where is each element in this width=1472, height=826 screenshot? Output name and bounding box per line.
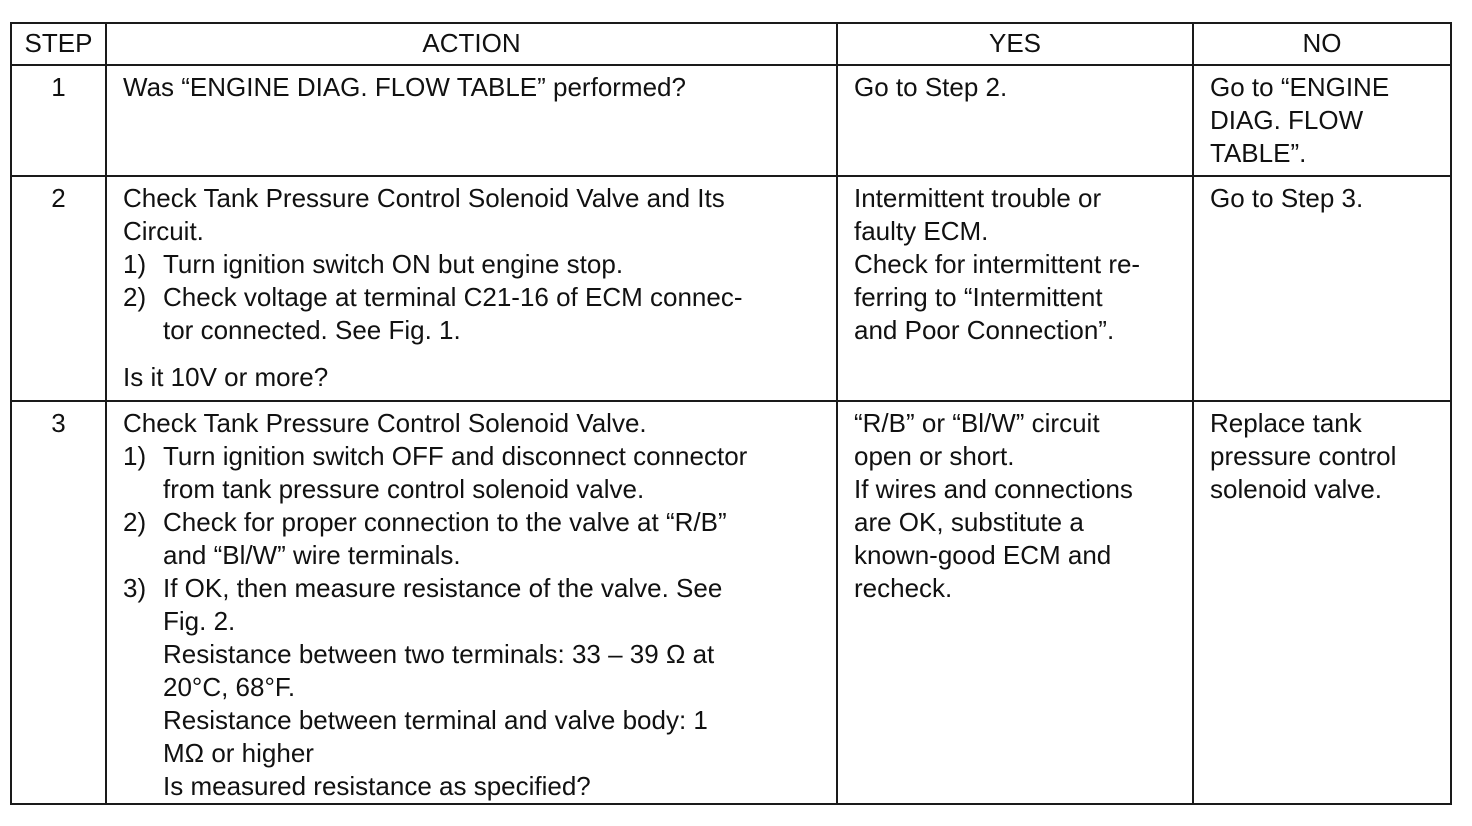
action-cell bbox=[106, 176, 837, 401]
yes-text: and Poor Connection”. bbox=[854, 315, 1115, 345]
action-step-item bbox=[123, 506, 826, 572]
item-text: Check voltage at terminal C21-16 of ECM connec- bbox=[163, 282, 743, 312]
no-cell bbox=[1193, 176, 1451, 401]
action-step-item bbox=[123, 248, 826, 281]
step-number: 3 bbox=[11, 401, 106, 804]
item-number: 2) bbox=[123, 282, 147, 312]
no-cell bbox=[1193, 401, 1451, 804]
action-step-item bbox=[123, 440, 826, 506]
no-text: DIAG. FLOW bbox=[1210, 105, 1364, 135]
table-row bbox=[11, 176, 1451, 401]
no-text: TABLE”. bbox=[1210, 138, 1307, 168]
item-text: If OK, then measure resistance of the valve. See bbox=[163, 573, 723, 603]
yes-cell bbox=[837, 401, 1193, 804]
item-text: and “Bl/W” wire terminals. bbox=[163, 540, 461, 570]
item-text: from tank pressure control solenoid valve. bbox=[163, 474, 645, 504]
no-text: Replace tank bbox=[1210, 408, 1362, 438]
action-cell bbox=[106, 65, 837, 176]
diagnostic-flow-table bbox=[10, 22, 1452, 805]
item-number: 2) bbox=[123, 507, 147, 537]
item-text: Check for proper connection to the valve at “R/B” bbox=[163, 507, 727, 537]
no-text: solenoid valve. bbox=[1210, 474, 1382, 504]
resistance-spec: Resistance between two terminals: 33 – 39 Ω at bbox=[163, 639, 715, 669]
yes-text: If wires and connections bbox=[854, 474, 1133, 504]
header-no: NO bbox=[1193, 23, 1451, 65]
no-text: Go to Step 3. bbox=[1210, 183, 1364, 213]
resistance-spec: 20°C, 68°F. bbox=[163, 672, 296, 702]
yes-text: Check for intermittent re- bbox=[854, 249, 1141, 279]
item-text: Turn ignition switch OFF and disconnect connector bbox=[163, 441, 748, 471]
action-title: Check Tank Pressure Control Solenoid Valve. bbox=[123, 408, 647, 438]
action-question: Is measured resistance as specified? bbox=[163, 771, 591, 801]
resistance-spec: MΩ or higher bbox=[163, 738, 314, 768]
diagnostic-flow-table-page bbox=[10, 22, 1450, 805]
item-text: tor connected. See Fig. 1. bbox=[163, 315, 461, 345]
action-text: Was “ENGINE DIAG. FLOW TABLE” performed? bbox=[123, 72, 686, 102]
yes-text: recheck. bbox=[854, 573, 953, 603]
yes-text: “R/B” or “Bl/W” circuit bbox=[854, 408, 1100, 438]
item-text: Fig. 2. bbox=[163, 606, 236, 636]
yes-text: faulty ECM. bbox=[854, 216, 989, 246]
action-steps bbox=[123, 440, 826, 803]
yes-text: are OK, substitute a bbox=[854, 507, 1084, 537]
table-row bbox=[11, 65, 1451, 176]
no-text: Go to “ENGINE bbox=[1210, 72, 1390, 102]
action-title: Check Tank Pressure Control Solenoid Valve and Its bbox=[123, 183, 725, 213]
yes-cell bbox=[837, 65, 1193, 176]
no-text: pressure control bbox=[1210, 441, 1397, 471]
yes-text: Intermittent trouble or bbox=[854, 183, 1102, 213]
yes-text: Go to Step 2. bbox=[854, 72, 1008, 102]
header-row bbox=[11, 23, 1451, 65]
action-step-item bbox=[123, 281, 826, 347]
header-action: ACTION bbox=[106, 23, 837, 65]
resistance-spec: Resistance between terminal and valve body: 1 bbox=[163, 705, 708, 735]
header-yes: YES bbox=[837, 23, 1193, 65]
yes-text: known-good ECM and bbox=[854, 540, 1112, 570]
step-number: 2 bbox=[11, 176, 106, 401]
item-text: Turn ignition switch ON but engine stop. bbox=[163, 249, 624, 279]
action-question: Is it 10V or more? bbox=[123, 362, 329, 392]
no-cell bbox=[1193, 65, 1451, 176]
item-number: 1) bbox=[123, 441, 147, 471]
yes-cell bbox=[837, 176, 1193, 401]
item-number: 1) bbox=[123, 249, 147, 279]
action-cell bbox=[106, 401, 837, 804]
action-title: Circuit. bbox=[123, 216, 204, 246]
step-number: 1 bbox=[11, 65, 106, 176]
action-steps bbox=[123, 248, 826, 347]
yes-text: open or short. bbox=[854, 441, 1015, 471]
item-number: 3) bbox=[123, 573, 147, 603]
header-step: STEP bbox=[11, 23, 106, 65]
table-row bbox=[11, 401, 1451, 804]
action-step-item bbox=[123, 572, 826, 803]
yes-text: ferring to “Intermittent bbox=[854, 282, 1103, 312]
